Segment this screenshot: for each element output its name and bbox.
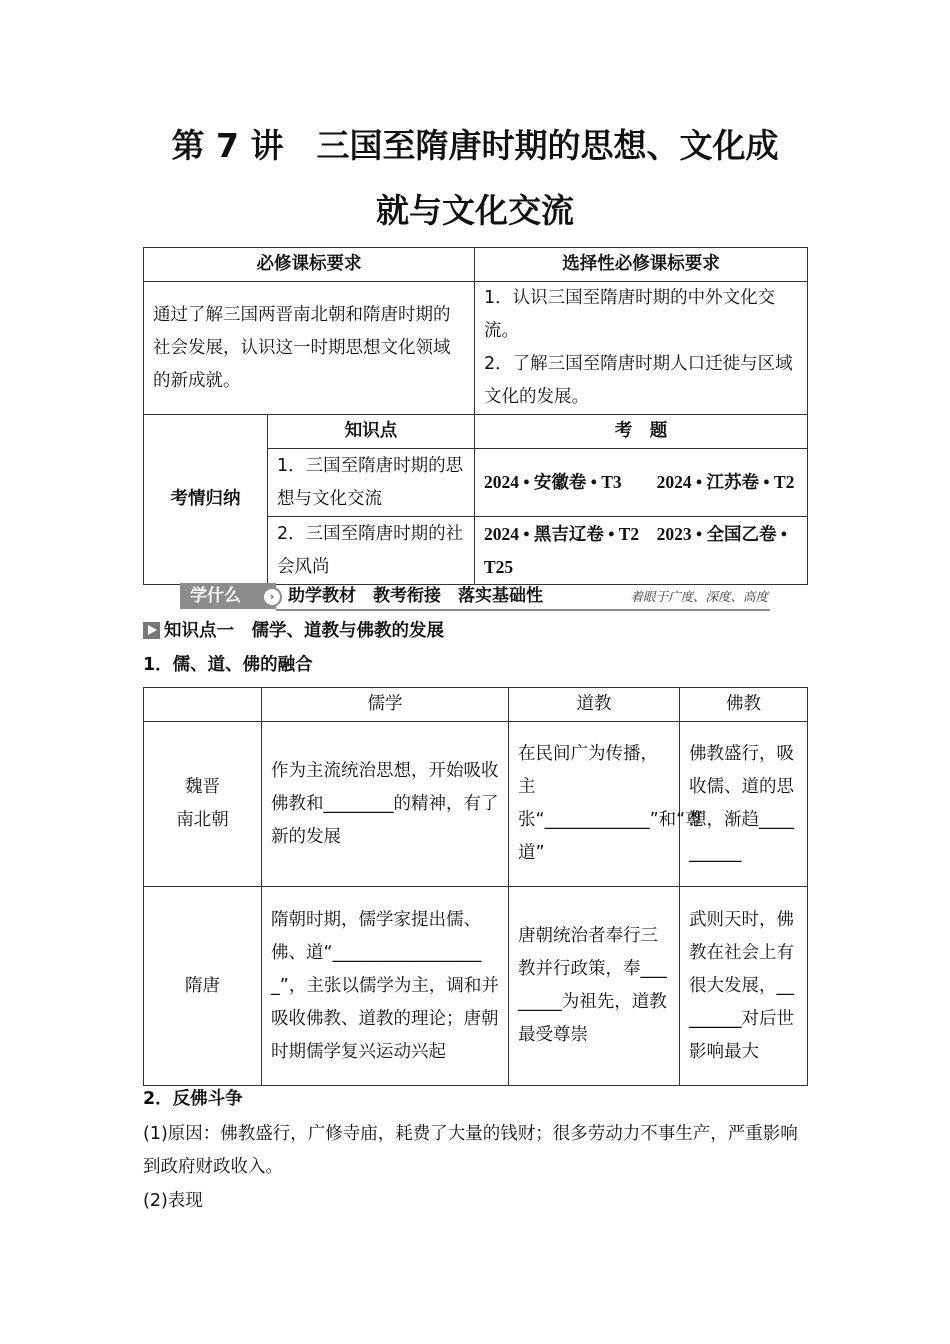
subheading-fusion: 1．儒、道、佛的融合 — [143, 655, 313, 675]
section-banner — [180, 583, 770, 611]
anti-buddhism-expression: (2)表现 — [143, 1191, 203, 1211]
suitang-buddhism: 武则天时，佛教在社会上有很大发展，________对后世影响最大 — [680, 887, 808, 1086]
knowledge-point-2: 2．三国至隋唐时期的社会风尚 — [268, 517, 475, 585]
elective-header: 选择性必修课标要求 — [475, 248, 808, 282]
requirements-table — [143, 247, 808, 585]
banner-middle: 助学教材 教考衔接 落实基础性 — [288, 586, 543, 606]
suitang-taoism: 唐朝统治者奉行三教并行政策，奉________为祖先，道教最受尊崇 — [509, 887, 680, 1086]
weijin-taoism: 在民间广为传播，主张“____________”和“尊道” — [509, 722, 680, 887]
period-weijin: 魏晋 南北朝 — [144, 722, 262, 887]
page-title-line-2: 就与文化交流 — [376, 191, 574, 230]
questions-column-header: 考 题 — [475, 415, 808, 449]
required-text: 通过了解三国两晋南北朝和隋唐时期的社会发展，认识这一时期思想文化领域的新成就。 — [144, 282, 475, 415]
exam-summary-label: 考情归纳 — [144, 415, 268, 585]
exam-questions-1: 2024 • 安徽卷 • T3 2024 • 江苏卷 • T2 — [475, 449, 808, 517]
banner-lead: 学什么 — [180, 583, 276, 609]
required-header: 必修课标要求 — [144, 248, 475, 282]
elective-cell — [475, 282, 808, 415]
fusion-table — [143, 687, 808, 1086]
elective-item-2: 2．了解三国至隋唐时期人口迁徙与区域文化的发展。 — [484, 354, 793, 407]
fusion-header-confucian: 儒学 — [262, 688, 509, 722]
weijin-buddhism: 佛教盛行，吸收儒、道的思想，渐趋__________ — [680, 722, 808, 887]
knowledge-column-header: 知识点 — [268, 415, 475, 449]
fusion-header-buddhism: 佛教 — [680, 688, 808, 722]
banner-right: 着眼于广度、深度、高度 — [630, 589, 768, 604]
elective-item-1: 1．认识三国至隋唐时期的中外文化交流。 — [484, 288, 776, 341]
chevron-right-icon: › — [262, 587, 282, 607]
fusion-header-empty — [144, 688, 262, 722]
exam-questions-2: 2024 • 黑吉辽卷 • T2 2023 • 全国乙卷 • T25 — [475, 517, 808, 585]
banner-rule — [276, 609, 770, 611]
suitang-confucian: 隋朝时期，儒学家提出儒、佛、道“__________________”，主张以儒学为主，调和并吸收佛教、道教的理论；唐朝时期儒学复兴运动兴起 — [262, 887, 509, 1086]
play-triangle-icon — [143, 622, 160, 639]
knowledge-point-heading-text: 知识点一 儒学、道教与佛教的发展 — [164, 621, 444, 641]
fusion-header-taoism: 道教 — [509, 688, 680, 722]
subheading-anti-buddhism: 2．反佛斗争 — [143, 1089, 243, 1109]
period-suitang: 隋唐 — [144, 887, 262, 1086]
anti-buddhism-reason: (1)原因：佛教盛行，广修寺庙，耗费了大量的钱财；很多劳动力不事生产，严重影响到政府财政收入。 — [143, 1124, 798, 1177]
weijin-confucian: 作为主流统治思想，开始吸收佛教和________的精神，有了新的发展 — [262, 722, 509, 887]
knowledge-point-1: 1．三国至隋唐时期的思想与文化交流 — [268, 449, 475, 517]
page-title-line-1: 第 7 讲 三国至隋唐时期的思想、文化成 — [171, 126, 779, 165]
knowledge-point-heading — [143, 617, 444, 645]
